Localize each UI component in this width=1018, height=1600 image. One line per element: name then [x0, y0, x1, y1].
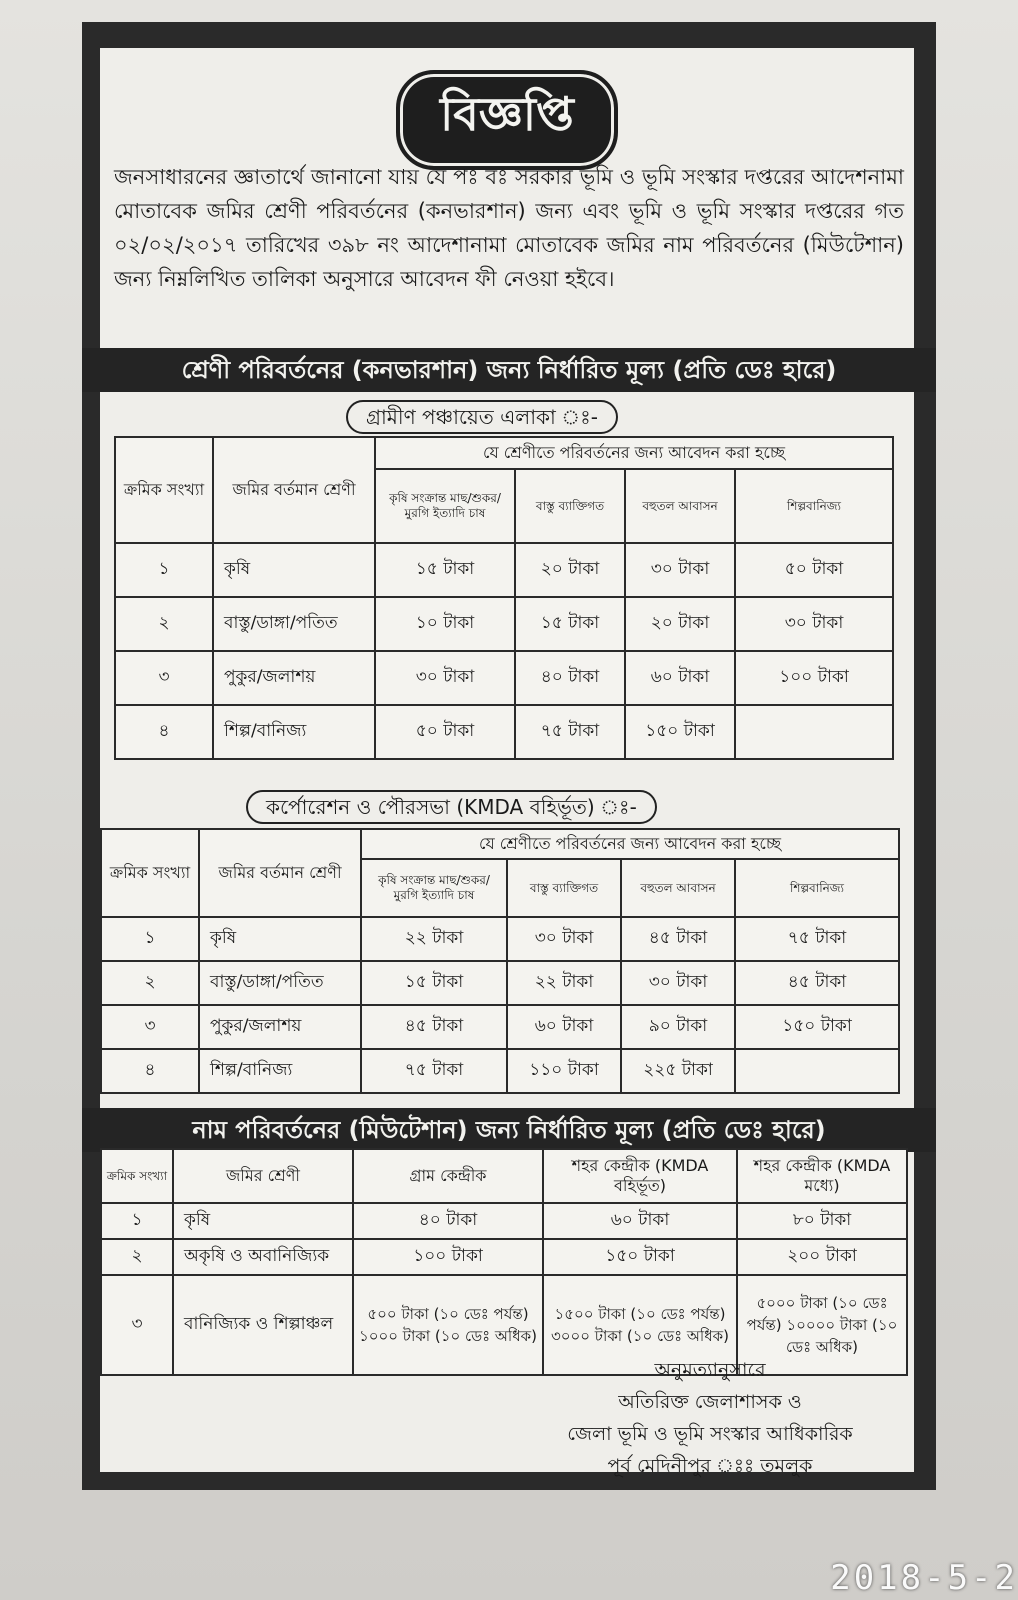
category: পুকুর/জলাশয় [213, 651, 375, 705]
table-row [101, 961, 899, 1005]
fee: ১১০ টাকা [507, 1049, 621, 1093]
mut-h-serial: ক্রমিক সংখ্যা [101, 1149, 173, 1203]
category: বাস্তু/ডাঙ্গা/পতিত [199, 961, 361, 1005]
fee: ৪৫ টাকা [361, 1005, 507, 1049]
urban-h-serial: ক্রমিক সংখ্যা [101, 829, 199, 917]
fee: ৩০ টাকা [625, 543, 735, 597]
fee: ৮০ টাকা [737, 1203, 907, 1239]
signature-line-1: অনুমত্যানুসারে [654, 1359, 766, 1381]
serial: ৪ [101, 1049, 199, 1093]
fee: ১৫০ টাকা [543, 1239, 737, 1275]
urban-table [100, 828, 900, 1094]
table-row [115, 705, 893, 759]
urban-heading: কর্পোরেশন ও পৌরসভা (KMDA বহির্ভূত) ঃ- [246, 790, 657, 824]
fee: ১৫ টাকা [515, 597, 625, 651]
fee: ১৫ টাকা [375, 543, 515, 597]
mut-h-rural: গ্রাম কেন্দ্রীক [353, 1149, 543, 1203]
urban-col-1: বাস্তু ব্যাক্তিগত [507, 859, 621, 917]
rural-table [114, 436, 894, 760]
fee: ৫০ টাকা [735, 543, 893, 597]
fee: ৬০ টাকা [507, 1005, 621, 1049]
urban-h-current: জমির বর্তমান শ্রেণী [199, 829, 361, 917]
signature-line-3: জেলা ভূমি ও ভূমি সংস্কার আধিকারিক [567, 1423, 853, 1445]
fee: ৫০০০ টাকা (১০ ডেঃ পর্যন্ত) ১০০০০ টাকা (১০ ডেঃ অধিক) [737, 1275, 907, 1375]
urban-h-target: যে শ্রেণীতে পরিবর্তনের জন্য আবেদন করা হচ্ছে [361, 829, 899, 859]
category: পুকুর/জলাশয় [199, 1005, 361, 1049]
mutation-heading: নাম পরিবর্তনের (মিউটেশান) জন্য নির্ধারিত মূল্য (প্রতি ডেঃ হারে) [82, 1108, 936, 1152]
category: বানিজ্যিক ও শিল্পাঞ্চল [173, 1275, 353, 1375]
intro-paragraph: জনসাধারনের জ্ঞাতার্থে জানানো যায় যে পঃ বঃ সরকার ভূমি ও ভূমি সংস্কার দপ্তরের আদেশনামা মোতাবেক জমির শ্রেণী পরিবর্তনের (কনভারশান) জন্য এবং ভূমি ও ভূমি সংস্কার দপ্তরের গত ০২/০২/২০১৭ তারিখের ৩৯৮ নং আদেশানামা মোতাবেক জমির নাম পরিবর্তনের (মিউটেশান) জন্য নিম্নলিখিত তালিকা অনুসারে আবেদন ফী নেওয়া হইবে। [114, 165, 904, 291]
fee: ৬০ টাকা [543, 1203, 737, 1239]
fee: ৪৫ টাকা [621, 917, 735, 961]
fee: ৫০ টাকা [375, 705, 515, 759]
mut-h-urban-in: শহর কেন্দ্রীক (KMDA মধ্যে) [737, 1149, 907, 1203]
table-row [101, 917, 899, 961]
title-wrap [100, 70, 914, 170]
fee: ১০০ টাকা [735, 651, 893, 705]
serial: ২ [115, 597, 213, 651]
conversion-heading: শ্রেণী পরিবর্তনের (কনভারশান) জন্য নির্ধারিত মূল্য (প্রতি ডেঃ হারে) [82, 348, 936, 392]
urban-col-3: শিল্পবানিজ্য [735, 859, 899, 917]
mut-h-urban-out: শহর কেন্দ্রীক (KMDA বহির্ভূত) [543, 1149, 737, 1203]
table-row [115, 597, 893, 651]
fee: ২০০ টাকা [737, 1239, 907, 1275]
fee: ২০ টাকা [625, 597, 735, 651]
category: বাস্তু/ডাঙ্গা/পতিত [213, 597, 375, 651]
serial: ৩ [101, 1005, 199, 1049]
fee: ১৫০০ টাকা (১০ ডেঃ পর্যন্ত) ৩০০০ টাকা (১০ ডেঃ অধিক) [543, 1275, 737, 1375]
rural-col-1: বাস্তু ব্যাক্তিগত [515, 469, 625, 543]
fee: ৭৫ টাকা [361, 1049, 507, 1093]
fee: ২২৫ টাকা [621, 1049, 735, 1093]
rural-heading: গ্রামীণ পঞ্চায়েত এলাকা ঃ- [346, 400, 618, 434]
fee: ৯০ টাকা [621, 1005, 735, 1049]
mutation-table [100, 1148, 908, 1376]
fee: ৩০ টাকা [621, 961, 735, 1005]
fee: ১৫০ টাকা [735, 1005, 899, 1049]
urban-col-2: বহুতল আবাসন [621, 859, 735, 917]
fee: ৩০ টাকা [735, 597, 893, 651]
notice-frame [82, 22, 936, 1490]
rural-col-2: বহুতল আবাসন [625, 469, 735, 543]
table-row [101, 1049, 899, 1093]
signature-line-4: পূর্ব মেদিনীপুর ঃঃ তমলুক [607, 1455, 813, 1477]
photo-timestamp: 2018-5-2 [830, 1558, 1018, 1598]
signature-line-2: অতিরিক্ত জেলাশাসক ও [618, 1391, 802, 1413]
serial: ১ [115, 543, 213, 597]
fee: ২০ টাকা [515, 543, 625, 597]
serial: ৩ [115, 651, 213, 705]
rural-h-current: জমির বর্তমান শ্রেণী [213, 437, 375, 543]
table-row [101, 1203, 907, 1239]
category: শিল্প/বানিজ্য [213, 705, 375, 759]
fee: ৪৫ টাকা [735, 961, 899, 1005]
table-row [115, 543, 893, 597]
category: কৃষি [213, 543, 375, 597]
fee: ৪০ টাকা [515, 651, 625, 705]
serial: ৪ [115, 705, 213, 759]
fee: ৪০ টাকা [353, 1203, 543, 1239]
serial: ৩ [101, 1275, 173, 1375]
fee: ৩০ টাকা [507, 917, 621, 961]
fee: ৭৫ টাকা [515, 705, 625, 759]
serial: ১ [101, 1203, 173, 1239]
rural-h-serial: ক্রমিক সংখ্যা [115, 437, 213, 543]
fee: ১০ টাকা [375, 597, 515, 651]
fee [735, 1049, 899, 1093]
category: অকৃষি ও অবানিজ্যিক [173, 1239, 353, 1275]
rural-h-target: যে শ্রেণীতে পরিবর্তনের জন্য আবেদন করা হচ্ছে [375, 437, 893, 469]
notice-body [100, 48, 914, 1477]
serial: ২ [101, 961, 199, 1005]
rural-col-3: শিল্পবানিজ্য [735, 469, 893, 543]
notice-title: বিজ্ঞপ্তি [396, 70, 618, 170]
table-row [101, 1239, 907, 1275]
fee: ১৫ টাকা [361, 961, 507, 1005]
signature-block [520, 1354, 900, 1482]
fee: ১৫০ টাকা [625, 705, 735, 759]
table-row [115, 651, 893, 705]
urban-col-0: কৃষি সংক্রান্ত মাছ/শুকর/মুরগি ইত্যাদি চাষ [361, 859, 507, 917]
serial: ২ [101, 1239, 173, 1275]
category: শিল্প/বানিজ্য [199, 1049, 361, 1093]
fee: ৬০ টাকা [625, 651, 735, 705]
table-row [101, 1005, 899, 1049]
category: কৃষি [199, 917, 361, 961]
fee: ৩০ টাকা [375, 651, 515, 705]
serial: ১ [101, 917, 199, 961]
category: কৃষি [173, 1203, 353, 1239]
fee: ৫০০ টাকা (১০ ডেঃ পর্যন্ত) ১০০০ টাকা (১০ ডেঃ অধিক) [353, 1275, 543, 1375]
fee: ২২ টাকা [361, 917, 507, 961]
rural-col-0: কৃষি সংক্রান্ত মাছ/শুকর/মুরগি ইত্যাদি চাষ [375, 469, 515, 543]
fee [735, 705, 893, 759]
fee: ১০০ টাকা [353, 1239, 543, 1275]
fee: ২২ টাকা [507, 961, 621, 1005]
mut-h-category: জমির শ্রেণী [173, 1149, 353, 1203]
fee: ৭৫ টাকা [735, 917, 899, 961]
